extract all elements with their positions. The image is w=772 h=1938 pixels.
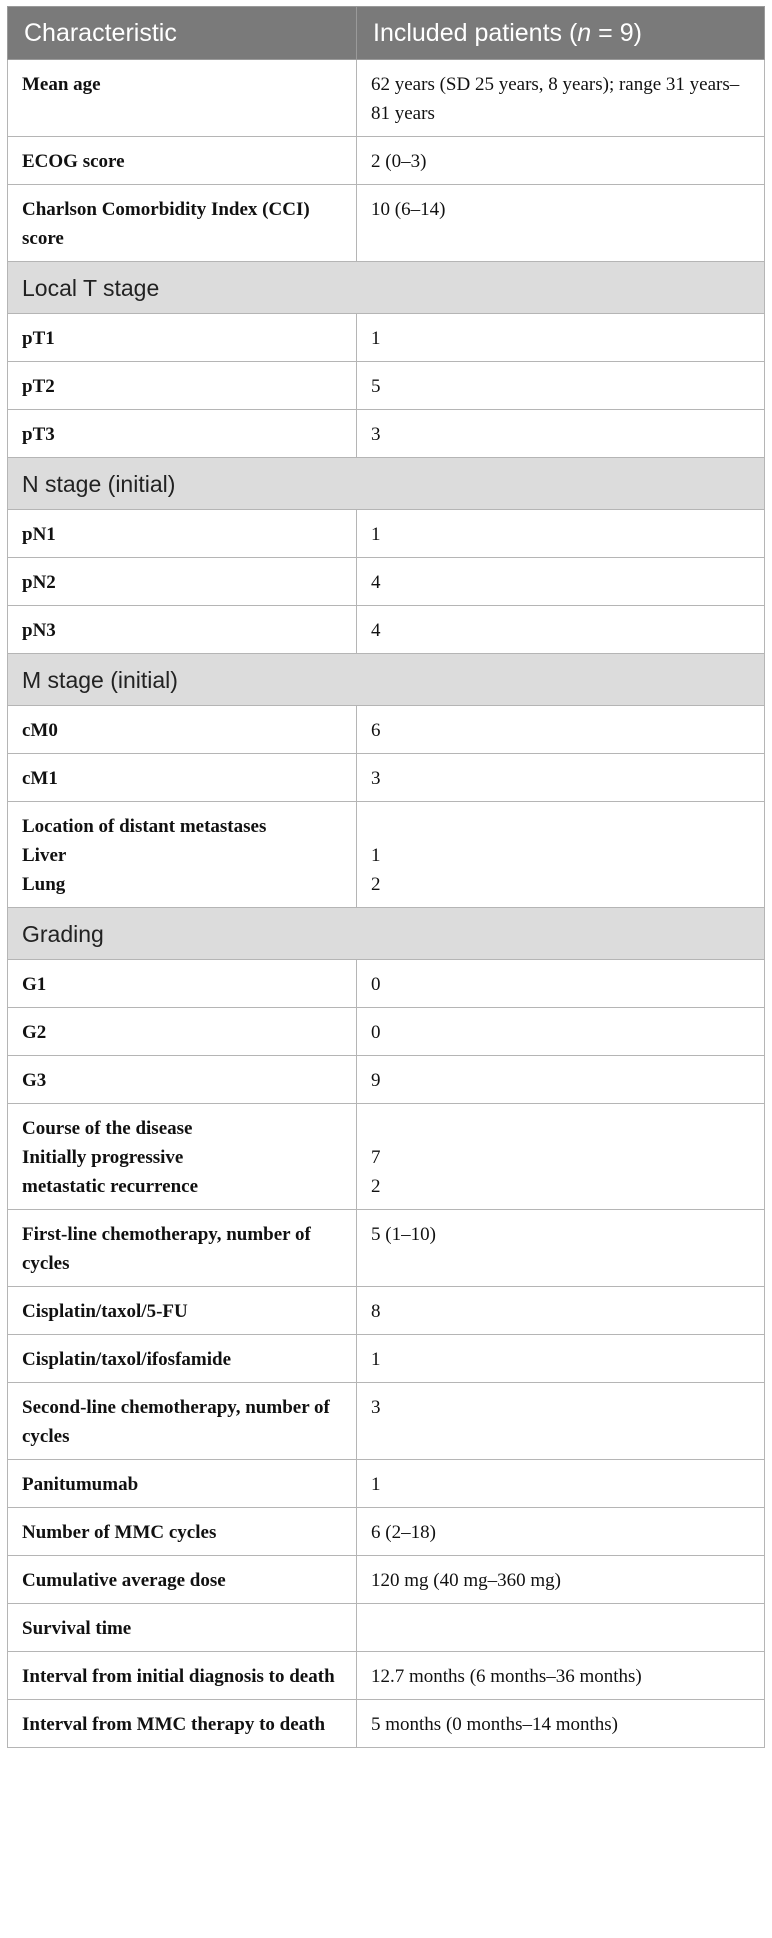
header-col2-post: = 9) bbox=[591, 18, 642, 47]
row-label: Cumulative average dose bbox=[8, 1556, 357, 1604]
row-label: Second-line chemotherapy, number of cycles bbox=[8, 1383, 357, 1460]
section-row bbox=[8, 262, 765, 314]
section-row bbox=[8, 654, 765, 706]
row-value: 6 (2–18) bbox=[357, 1508, 765, 1556]
row-label: pT1 bbox=[8, 314, 357, 362]
course-label: Course of the disease bbox=[22, 1118, 193, 1139]
table-row bbox=[8, 1652, 765, 1700]
row-value-multiline bbox=[357, 802, 765, 908]
row-label: Charlson Comorbidity Index (CCI) score bbox=[8, 185, 357, 262]
row-value: 5 bbox=[357, 362, 765, 410]
row-label: Cisplatin/taxol/ifosfamide bbox=[8, 1335, 357, 1383]
table-row bbox=[8, 802, 765, 908]
row-value: 4 bbox=[357, 606, 765, 654]
row-label: pN1 bbox=[8, 510, 357, 558]
table-row bbox=[8, 1383, 765, 1460]
row-value: 6 bbox=[357, 706, 765, 754]
table-row bbox=[8, 1460, 765, 1508]
row-value: 1 bbox=[357, 1335, 765, 1383]
row-value: 9 bbox=[357, 1056, 765, 1104]
table-row bbox=[8, 606, 765, 654]
course-recurrence-label: metastatic recurrence bbox=[22, 1176, 199, 1197]
table-row bbox=[8, 137, 765, 185]
table-row bbox=[8, 558, 765, 606]
row-label: G1 bbox=[8, 960, 357, 1008]
row-value: 120 mg (40 mg–360 mg) bbox=[357, 1556, 765, 1604]
section-row bbox=[8, 458, 765, 510]
row-value: 2 (0–3) bbox=[357, 137, 765, 185]
table-row bbox=[8, 1556, 765, 1604]
table-row bbox=[8, 1604, 765, 1652]
row-value: 4 bbox=[357, 558, 765, 606]
table-row bbox=[8, 706, 765, 754]
row-value: 1 bbox=[357, 1460, 765, 1508]
row-label: Survival time bbox=[8, 1604, 357, 1652]
course-progressive-value: 7 bbox=[371, 1147, 381, 1168]
table-row bbox=[8, 362, 765, 410]
section-title: Grading bbox=[8, 908, 765, 960]
row-label: pN2 bbox=[8, 558, 357, 606]
row-label: Cisplatin/taxol/5-FU bbox=[8, 1287, 357, 1335]
table-row bbox=[8, 754, 765, 802]
row-value: 3 bbox=[357, 754, 765, 802]
table-row bbox=[8, 1210, 765, 1287]
characteristics-table-container bbox=[7, 6, 764, 1748]
table-row bbox=[8, 185, 765, 262]
header-included-patients bbox=[357, 7, 765, 60]
table-row bbox=[8, 1056, 765, 1104]
header-col2-n: n bbox=[577, 18, 592, 47]
table-row bbox=[8, 1335, 765, 1383]
liver-label: Liver bbox=[22, 845, 67, 866]
row-value: 0 bbox=[357, 1008, 765, 1056]
table-row bbox=[8, 1287, 765, 1335]
row-label: G2 bbox=[8, 1008, 357, 1056]
row-label: Number of MMC cycles bbox=[8, 1508, 357, 1556]
row-value: 12.7 months (6 months–36 months) bbox=[357, 1652, 765, 1700]
table-row bbox=[8, 960, 765, 1008]
table-row bbox=[8, 1008, 765, 1056]
table-row bbox=[8, 510, 765, 558]
row-label: pN3 bbox=[8, 606, 357, 654]
lung-label: Lung bbox=[22, 874, 66, 895]
row-value: 3 bbox=[357, 410, 765, 458]
row-value: 1 bbox=[357, 314, 765, 362]
header-characteristic: Characteristic bbox=[8, 7, 357, 60]
row-value: 10 (6–14) bbox=[357, 185, 765, 262]
row-value bbox=[357, 1604, 765, 1652]
course-progressive-label: Initially progressive bbox=[22, 1147, 184, 1168]
row-label: cM1 bbox=[8, 754, 357, 802]
liver-value: 1 bbox=[371, 845, 381, 866]
lung-value: 2 bbox=[371, 874, 381, 895]
row-label: Panitumumab bbox=[8, 1460, 357, 1508]
table-row bbox=[8, 1104, 765, 1210]
row-value: 0 bbox=[357, 960, 765, 1008]
section-title: M stage (initial) bbox=[8, 654, 765, 706]
row-value: 8 bbox=[357, 1287, 765, 1335]
row-label: ECOG score bbox=[8, 137, 357, 185]
table-row bbox=[8, 410, 765, 458]
row-label: cM0 bbox=[8, 706, 357, 754]
table-row bbox=[8, 314, 765, 362]
row-label-multiline bbox=[8, 1104, 357, 1210]
row-label-multiline bbox=[8, 802, 357, 908]
row-label: First-line chemotherapy, number of cycles bbox=[8, 1210, 357, 1287]
row-label: G3 bbox=[8, 1056, 357, 1104]
table-row bbox=[8, 60, 765, 137]
section-title: Local T stage bbox=[8, 262, 765, 314]
section-row bbox=[8, 908, 765, 960]
row-label: Interval from initial diagnosis to death bbox=[8, 1652, 357, 1700]
row-value-multiline bbox=[357, 1104, 765, 1210]
section-title: N stage (initial) bbox=[8, 458, 765, 510]
row-value: 5 (1–10) bbox=[357, 1210, 765, 1287]
row-value: 5 months (0 months–14 months) bbox=[357, 1700, 765, 1748]
row-value: 3 bbox=[357, 1383, 765, 1460]
course-recurrence-value: 2 bbox=[371, 1176, 381, 1197]
patient-characteristics-table bbox=[7, 6, 765, 1748]
table-header-row bbox=[8, 7, 765, 60]
table-row bbox=[8, 1700, 765, 1748]
row-label: Interval from MMC therapy to death bbox=[8, 1700, 357, 1748]
row-label: pT2 bbox=[8, 362, 357, 410]
row-label: pT3 bbox=[8, 410, 357, 458]
row-value: 62 years (SD 25 years, 8 years); range 31 years–81 years bbox=[357, 60, 765, 137]
header-col2-pre: Included patients ( bbox=[373, 18, 578, 47]
row-value: 1 bbox=[357, 510, 765, 558]
table-row bbox=[8, 1508, 765, 1556]
row-label: Mean age bbox=[8, 60, 357, 137]
metastases-label: Location of distant metastases bbox=[22, 816, 267, 837]
